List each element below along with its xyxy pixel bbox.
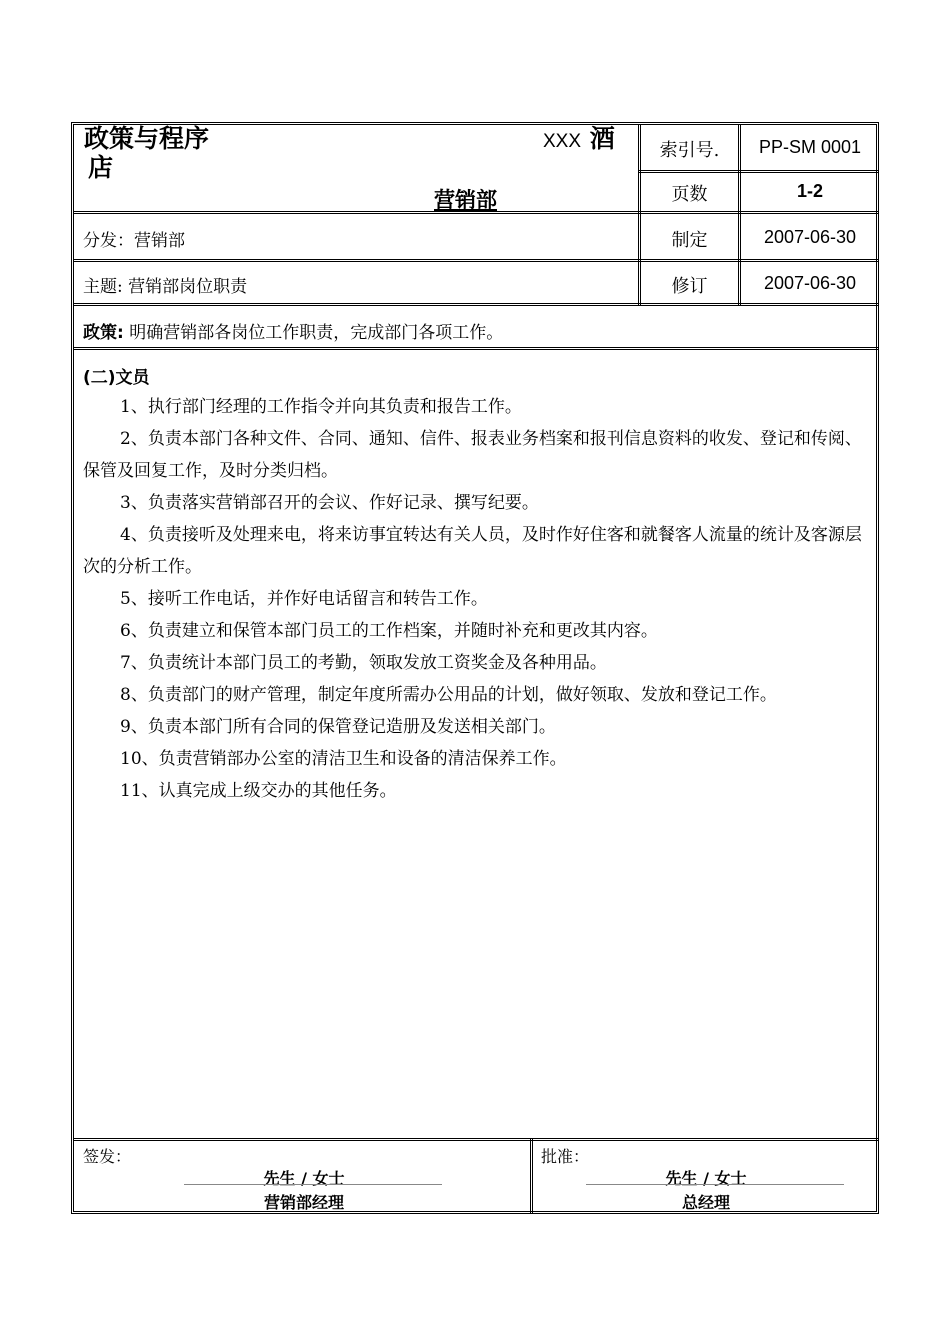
duty-item: 5、接听工作电话，并作好电话留言和转告工作。 bbox=[120, 589, 488, 609]
index-value: PP-SM 0001 bbox=[758, 137, 862, 157]
duty-item: 3、负责落实营销部召开的会议、作好记录、撰写纪要。 bbox=[120, 493, 539, 513]
duty-item: 11、认真完成上级交办的其他任务。 bbox=[120, 781, 397, 801]
distribution: 分发：营销部 bbox=[83, 231, 185, 251]
policy-document bbox=[71, 122, 879, 1214]
revised-date: 2007-06-30 bbox=[763, 273, 857, 293]
hotel-name bbox=[543, 125, 615, 156]
duty-item: 8、负责部门的财产管理，制定年度所需办公用品的计划，做好领取、发放和登记工作。 bbox=[120, 685, 777, 705]
approved-label: 批准： bbox=[541, 1147, 590, 1166]
hotel-name-prefix: XXX bbox=[543, 131, 582, 152]
policy-statement bbox=[83, 318, 503, 343]
revised-label: 修订 bbox=[671, 276, 708, 297]
subject: 主题: 营销部岗位职责 bbox=[83, 277, 248, 297]
divider bbox=[74, 259, 879, 262]
duty-item: 6、负责建立和保管本部门员工的工作档案，并随时补充和更改其内容。 bbox=[120, 621, 658, 641]
approved-role: 总经理 bbox=[681, 1193, 730, 1212]
document-title: 政策与程序 bbox=[84, 124, 210, 153]
duty-item: 4、负责接听及处理来电，将来访事宜转达有关人员，及时作好住客和就餐客人流量的统计及客源层次的分析工作。 bbox=[83, 525, 862, 577]
page-value: 1-2 bbox=[796, 181, 823, 201]
duty-item: 2、负责本部门各种文件、合同、通知、信件、报表业务档案和报刊信息资料的收发、登记和传阅、保管及回复工作，及时分类归档。 bbox=[83, 429, 862, 481]
issued-label: 签发： bbox=[83, 1147, 132, 1166]
approved-name: 先生 / 女士 bbox=[665, 1169, 747, 1188]
divider bbox=[638, 170, 879, 173]
duty-item: 10、负责营销部办公室的清洁卫生和设备的清洁保养工作。 bbox=[120, 749, 567, 769]
issued-name: 先生 / 女士 bbox=[263, 1169, 345, 1188]
duty-item: 1、执行部门经理的工作指令并向其负责和报告工作。 bbox=[120, 397, 522, 417]
approved-signature-line bbox=[586, 1184, 844, 1185]
document-title-continuation: 店 bbox=[88, 153, 114, 182]
divider bbox=[74, 303, 879, 306]
index-label: 索引号. bbox=[659, 140, 720, 161]
policy-text: 明确营销部各岗位工作职责，完成部门各项工作。 bbox=[123, 323, 504, 343]
divider bbox=[74, 1138, 879, 1141]
policy-label: 政策: bbox=[83, 323, 124, 343]
established-date: 2007-06-30 bbox=[763, 227, 857, 247]
divider bbox=[530, 1138, 533, 1213]
section-title: (二)文员 bbox=[83, 368, 150, 388]
page-label: 页数 bbox=[671, 184, 708, 205]
duty-item: 9、负责本部门所有合同的保管登记造册及发送相关部门。 bbox=[120, 717, 556, 737]
duty-list bbox=[83, 391, 863, 807]
department-name: 营销部 bbox=[434, 188, 497, 212]
divider bbox=[74, 347, 879, 350]
duty-item: 7、负责统计本部门员工的考勤，领取发放工资奖金及各种用品。 bbox=[120, 653, 607, 673]
hotel-name-char: 酒 bbox=[589, 124, 615, 153]
issued-role: 营销部经理 bbox=[263, 1193, 344, 1212]
established-label: 制定 bbox=[671, 230, 708, 251]
issued-signature-line bbox=[184, 1184, 442, 1185]
